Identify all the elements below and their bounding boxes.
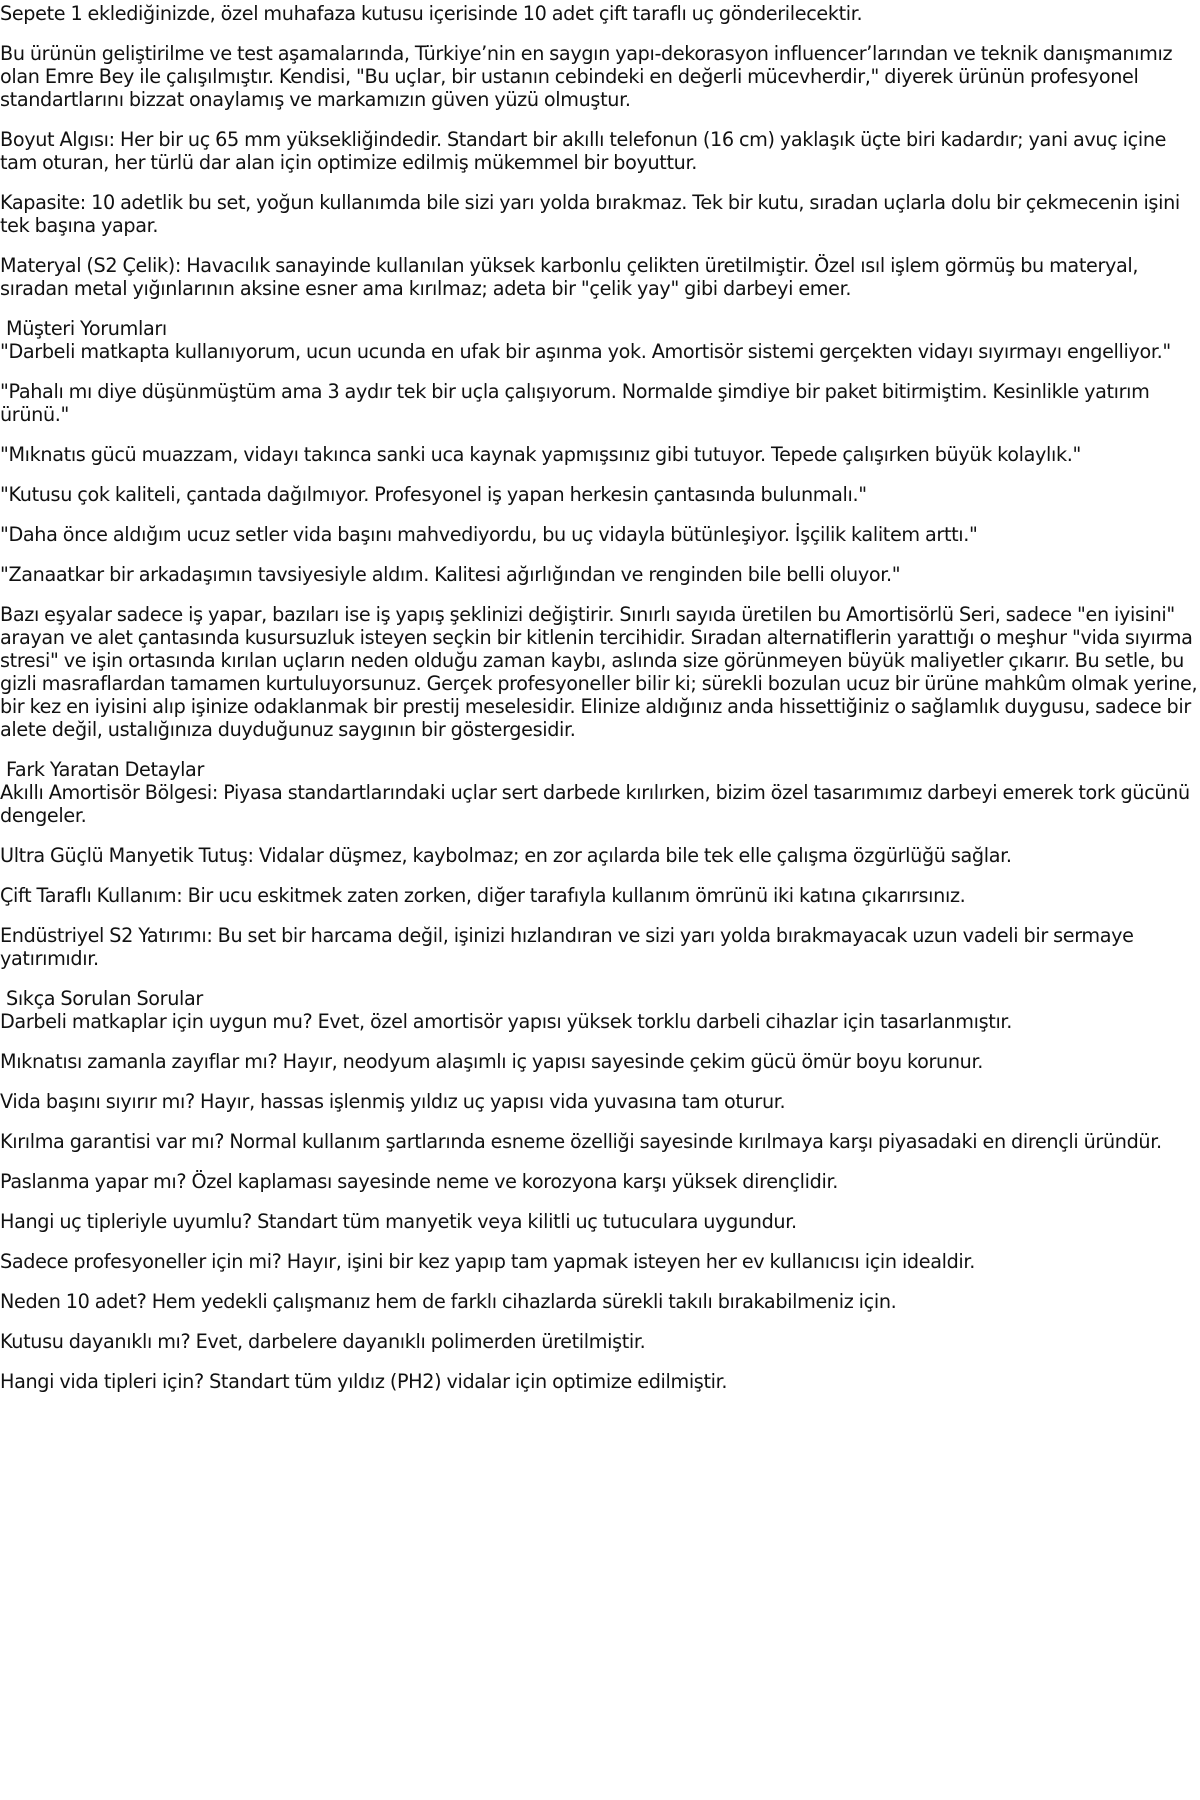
review-item: "Zanaatkar bir arkadaşımın tavsiyesiyle aldım. Kalitesi ağırlığından ve renginden bile belli oluyor.": [0, 563, 901, 586]
feature-item: Çift Taraflı Kullanım: Bir ucu eskitmek zaten zorken, diğer tarafıyla kullanım ömrünü iki katına çıkarırsınız.: [0, 884, 966, 907]
faq-heading: Sıkça Sorulan Sorular: [6, 987, 203, 1010]
review-item: "Pahalı mı diye düşünmüştüm ama 3 aydır tek bir uçla çalışıyorum. Normalde şimdiye bir paket bitirmiştim. Kesinlikle yatırım ürünü.": [0, 380, 1150, 426]
spec-material: Materyal (S2 Çelik): Havacılık sanayinde kullanılan yüksek karbonlu çelikten üretilmiştir. Özel ısıl işlem görmüş bu materyal, sıradan metal yığınlarının aksine esner ama kırılmaz; adeta bir "çelik yay" gibi darbeyi emer.: [0, 254, 1139, 300]
faq-item: Hangi uç tipleriyle uyumlu? Standart tüm manyetik veya kilitli uç tutuculara uygundur.: [0, 1210, 797, 1233]
faq-item: Hangi vida tipleri için? Standart tüm yıldız (PH2) vidalar için optimize edilmiştir.: [0, 1370, 728, 1393]
faq-item: Neden 10 adet? Hem yedekli çalışmanız hem de farklı cihazlarda sürekli takılı bırakabilmeniz için.: [0, 1290, 897, 1313]
endorsement-paragraph: Bu ürünün geliştirilme ve test aşamalarında, Türkiye’nin en saygın yapı-dekorasyon influencer’larından ve teknik danışmanımız olan Emre Bey ile çalışılmıştır. Kendisi, "Bu uçlar, bir ustanın cebindeki en değerli mücevherdir," diyerek ürünün profesyonel standartlarını bizzat onaylamış ve markamızın güven yüzü olmuştur.: [0, 42, 1173, 111]
faq-item: Vida başını sıyırır mı? Hayır, hassas işlenmiş yıldız uç yapısı vida yuvasına tam oturur.: [0, 1090, 786, 1113]
feature-item: Ultra Güçlü Manyetik Tutuş: Vidalar düşmez, kaybolmaz; en zor açılarda bile tek elle çalışma özgürlüğü sağlar.: [0, 844, 1012, 867]
feature-item: Akıllı Amortisör Bölgesi: Piyasa standartlarındaki uçlar sert darbede kırılırken, bizim özel tasarımımız darbeyi emerek tork gücünü dengeler.: [0, 781, 1190, 827]
faq-item: Paslanma yapar mı? Özel kaplaması sayesinde neme ve korozyona karşı yüksek dirençlidir.: [0, 1170, 838, 1193]
review-item: "Darbeli matkapta kullanıyorum, ucun ucunda en ufak bir aşınma yok. Amortisör sistemi gerçekten vidayı sıyırmayı engelliyor.": [0, 340, 1171, 363]
spec-size: Boyut Algısı: Her bir uç 65 mm yüksekliğindedir. Standart bir akıllı telefonun (16 cm) yaklaşık üçte biri kadardır; yani avuç içine tam oturan, her türlü dar alan için optimize edilmiş mükemmel bir boyuttur.: [0, 128, 1167, 174]
features-heading: Fark Yaratan Detaylar: [6, 758, 204, 781]
shipping-note: Sepete 1 eklediğinizde, özel muhafaza kutusu içerisinde 10 adet çift taraflı uç gönderilecektir.: [0, 2, 863, 25]
review-item: "Kutusu çok kaliteli, çantada dağılmıyor. Profesyonel iş yapan herkesin çantasında bulunmalı.": [0, 483, 867, 506]
faq-item: Sadece profesyoneller için mi? Hayır, işini bir kez yapıp tam yapmak isteyen her ev kullanıcısı için idealdir.: [0, 1250, 975, 1273]
faq-item: Mıknatısı zamanla zayıflar mı? Hayır, neodyum alaşımlı iç yapısı sayesinde çekim gücü ömür boyu korunur.: [0, 1050, 983, 1073]
feature-item: Endüstriyel S2 Yatırımı: Bu set bir harcama değil, işinizi hızlandıran ve sizi yarı yolda bırakmayacak uzun vadeli bir sermaye yatırımıdır.: [0, 924, 1134, 970]
reviews-heading: Müşteri Yorumları: [6, 317, 167, 340]
faq-section: [0, 987, 1200, 1393]
review-item: "Mıknatıs gücü muazzam, vidayı takınca sanki uca kaynak yapmışsınız gibi tutuyor. Tepede çalışırken büyük kolaylık.": [0, 443, 1081, 466]
features-section: [0, 758, 1200, 970]
faq-item: Kırılma garantisi var mı? Normal kullanım şartlarında esneme özelliği sayesinde kırılmaya karşı piyasadaki en dirençli üründür.: [0, 1130, 1162, 1153]
faq-item: Darbeli matkaplar için uygun mu? Evet, özel amortisör yapısı yüksek torklu darbeli cihazlar için tasarlanmıştır.: [0, 1010, 1012, 1033]
reviews-section: [0, 317, 1200, 586]
review-item: "Daha önce aldığım ucuz setler vida başını mahvediyordu, bu uç vidayla bütünleşiyor. İşçilik kalitem arttı.": [0, 523, 978, 546]
brand-story-paragraph: Bazı eşyalar sadece iş yapar, bazıları ise iş yapış şeklinizi değiştirir. Sınırlı sayıda üretilen bu Amortisörlü Seri, sadece "en iyisini" arayan ve alet çantasında kusursuzluk isteyen seçkin bir kitlenin tercihidir. Sıradan alternatiflerin yarattığı o meşhur "vida sıyırma stresi" ve işin ortasında kırılan uçların neden olduğu zaman kaybı, aslında size görünmeyen büyük maliyetler çıkarır. Bu setle, bu gizli masraflardan tamamen kurtuluyorsunuz. Gerçek profesyoneller bilir ki; sürekli bozulan ucuz bir ürüne mahkûm olmak yerine, bir kez en iyisini alıp işinize odaklanmak bir prestij meselesidir. Elinize aldığınız anda hissettiğiniz o sağlamlık duygusu, sadece bir alete değil, ustalığınıza duyduğunuz saygının bir göstergesidir.: [0, 603, 1198, 741]
faq-item: Kutusu dayanıklı mı? Evet, darbelere dayanıklı polimerden üretilmiştir.: [0, 1330, 646, 1353]
spec-capacity: Kapasite: 10 adetlik bu set, yoğun kullanımda bile sizi yarı yolda bırakmaz. Tek bir kutu, sıradan uçlarla dolu bir çekmecenin işini tek başına yapar.: [0, 191, 1180, 237]
